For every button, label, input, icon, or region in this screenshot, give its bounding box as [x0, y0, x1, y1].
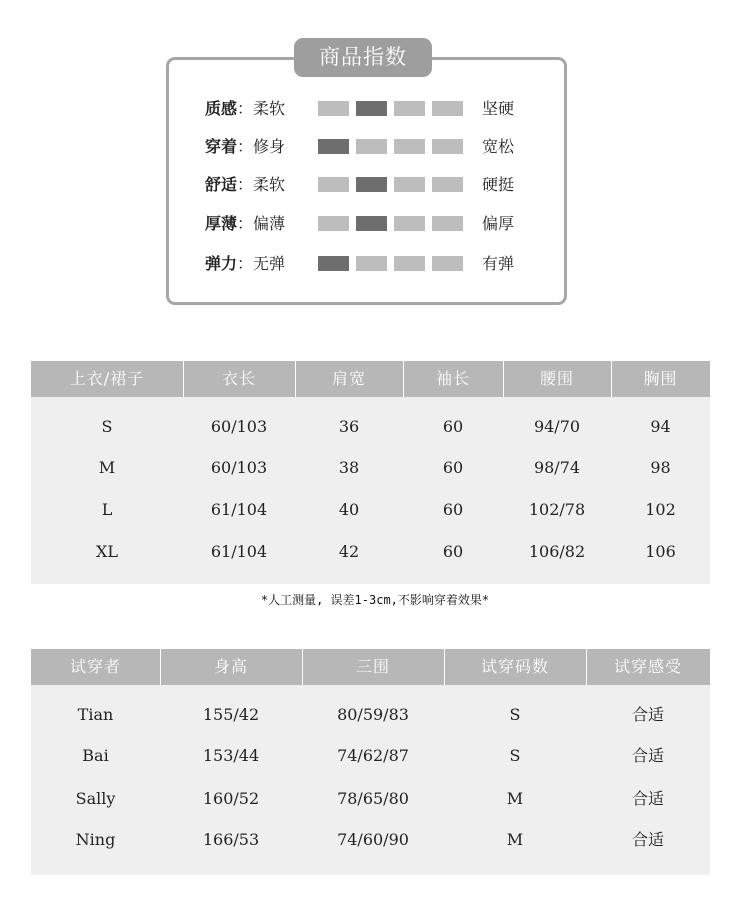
table-cell: M — [506, 789, 524, 808]
index-right-value: 偏厚 — [482, 214, 515, 233]
size-table — [31, 361, 710, 584]
colon: ： — [237, 175, 254, 194]
colon: ： — [237, 137, 254, 156]
table-cell: 94/70 — [533, 417, 581, 436]
product-index-title: 商品指数 — [294, 38, 432, 77]
table-cell: 60 — [442, 458, 464, 477]
index-row — [0, 252, 750, 276]
table-cell: 80/59/83 — [337, 705, 409, 724]
index-left-value: 柔软 — [253, 99, 286, 118]
table-cell: 74/60/90 — [337, 830, 409, 849]
column-header: 肩宽 — [331, 369, 366, 388]
column-divider — [160, 649, 161, 685]
column-divider — [503, 361, 504, 397]
index-row — [0, 135, 750, 159]
column-divider — [444, 649, 445, 685]
index-attribute: 厚薄 — [205, 214, 238, 233]
index-row-label — [205, 252, 285, 276]
index-level-active — [356, 177, 387, 192]
index-level-segment — [318, 101, 349, 116]
table-cell: 40 — [338, 500, 360, 519]
index-row-label — [205, 173, 285, 197]
colon: ： — [237, 214, 254, 233]
table-cell: 106/82 — [528, 542, 586, 561]
index-level-segment — [394, 256, 425, 271]
table-cell: M — [98, 458, 116, 477]
index-left-value: 修身 — [253, 137, 286, 156]
index-level-segment — [394, 216, 425, 231]
column-header: 身高 — [213, 657, 248, 676]
index-row-label — [205, 97, 285, 121]
table-cell: 合适 — [631, 746, 664, 765]
column-divider — [611, 361, 612, 397]
table-cell: Ning — [75, 830, 116, 849]
index-level-active — [318, 256, 349, 271]
index-left-value: 柔软 — [253, 175, 286, 194]
column-divider — [586, 649, 587, 685]
column-divider — [403, 361, 404, 397]
table-cell: 60 — [442, 542, 464, 561]
index-row — [0, 212, 750, 236]
table-cell: S — [101, 417, 113, 436]
table-cell: Sally — [75, 789, 116, 808]
column-header: 上衣/裙子 — [69, 369, 145, 388]
table-cell: XL — [95, 542, 118, 561]
index-attribute: 弹力 — [205, 254, 238, 273]
column-header: 衣长 — [221, 369, 256, 388]
index-level-segment — [356, 256, 387, 271]
column-header: 试穿码数 — [480, 657, 549, 676]
table-cell: 98/74 — [533, 458, 581, 477]
table-cell: Tian — [77, 705, 114, 724]
table-cell: 60/103 — [210, 417, 268, 436]
size-table-body — [31, 397, 710, 584]
colon: ： — [237, 99, 254, 118]
index-row — [0, 173, 750, 197]
table-cell: 74/62/87 — [337, 746, 409, 765]
index-level-active — [356, 216, 387, 231]
table-cell: 102 — [645, 500, 676, 519]
table-cell: 60/103 — [210, 458, 268, 477]
index-right-value: 坚硬 — [482, 99, 515, 118]
table-cell: S — [509, 746, 521, 765]
table-cell: 153/44 — [202, 746, 260, 765]
table-cell: 160/52 — [202, 789, 260, 808]
index-level-segment — [318, 177, 349, 192]
column-header: 三围 — [355, 657, 390, 676]
column-header: 试穿感受 — [613, 657, 682, 676]
index-level-segment — [394, 139, 425, 154]
index-level-segment — [394, 177, 425, 192]
table-cell: 166/53 — [202, 830, 260, 849]
table-cell: 60 — [442, 500, 464, 519]
column-divider — [183, 361, 184, 397]
table-cell: S — [509, 705, 521, 724]
index-level-segment — [432, 216, 463, 231]
column-divider — [295, 361, 296, 397]
column-header: 试穿者 — [69, 657, 121, 676]
table-cell: 38 — [338, 458, 360, 477]
table-cell: 61/104 — [210, 500, 268, 519]
index-level-active — [356, 101, 387, 116]
model-table-header — [31, 649, 710, 685]
column-header: 胸围 — [643, 369, 678, 388]
index-row-label — [205, 212, 285, 236]
column-header: 腰围 — [539, 369, 574, 388]
table-cell: 102/78 — [528, 500, 586, 519]
model-table-body — [31, 685, 710, 875]
index-row — [0, 97, 750, 121]
index-right-value: 有弹 — [482, 254, 515, 273]
colon: ： — [237, 254, 254, 273]
table-cell: 98 — [650, 458, 671, 477]
index-level-segment — [318, 216, 349, 231]
index-row-label — [205, 135, 285, 159]
index-level-segment — [432, 256, 463, 271]
table-cell: 106 — [645, 542, 676, 561]
column-header: 袖长 — [435, 369, 470, 388]
index-left-value: 偏薄 — [253, 214, 286, 233]
index-right-value: 宽松 — [482, 137, 515, 156]
index-attribute: 穿着 — [205, 137, 238, 156]
column-divider — [302, 649, 303, 685]
table-cell: M — [506, 830, 524, 849]
index-attribute: 质感 — [205, 99, 238, 118]
table-cell: L — [101, 500, 113, 519]
table-cell: 合适 — [631, 705, 664, 724]
table-cell: 61/104 — [210, 542, 268, 561]
index-level-segment — [432, 139, 463, 154]
size-table-header — [31, 361, 710, 397]
measurement-note: *人工测量, 误差1-3cm,不影响穿着效果* — [260, 593, 490, 607]
index-level-segment — [394, 101, 425, 116]
index-left-value: 无弹 — [253, 254, 286, 273]
table-cell: 155/42 — [202, 705, 260, 724]
table-cell: 42 — [338, 542, 360, 561]
table-cell: 合适 — [631, 830, 664, 849]
table-cell: 94 — [650, 417, 671, 436]
table-cell: Bai — [82, 746, 109, 765]
table-cell: 60 — [442, 417, 464, 436]
table-cell: 36 — [338, 417, 360, 436]
table-cell: 合适 — [631, 789, 664, 808]
index-attribute: 舒适 — [205, 175, 238, 194]
model-table — [31, 649, 710, 875]
table-cell: 78/65/80 — [337, 789, 409, 808]
index-level-active — [318, 139, 349, 154]
index-level-segment — [356, 139, 387, 154]
index-right-value: 硬挺 — [482, 175, 515, 194]
index-level-segment — [432, 101, 463, 116]
index-level-segment — [432, 177, 463, 192]
